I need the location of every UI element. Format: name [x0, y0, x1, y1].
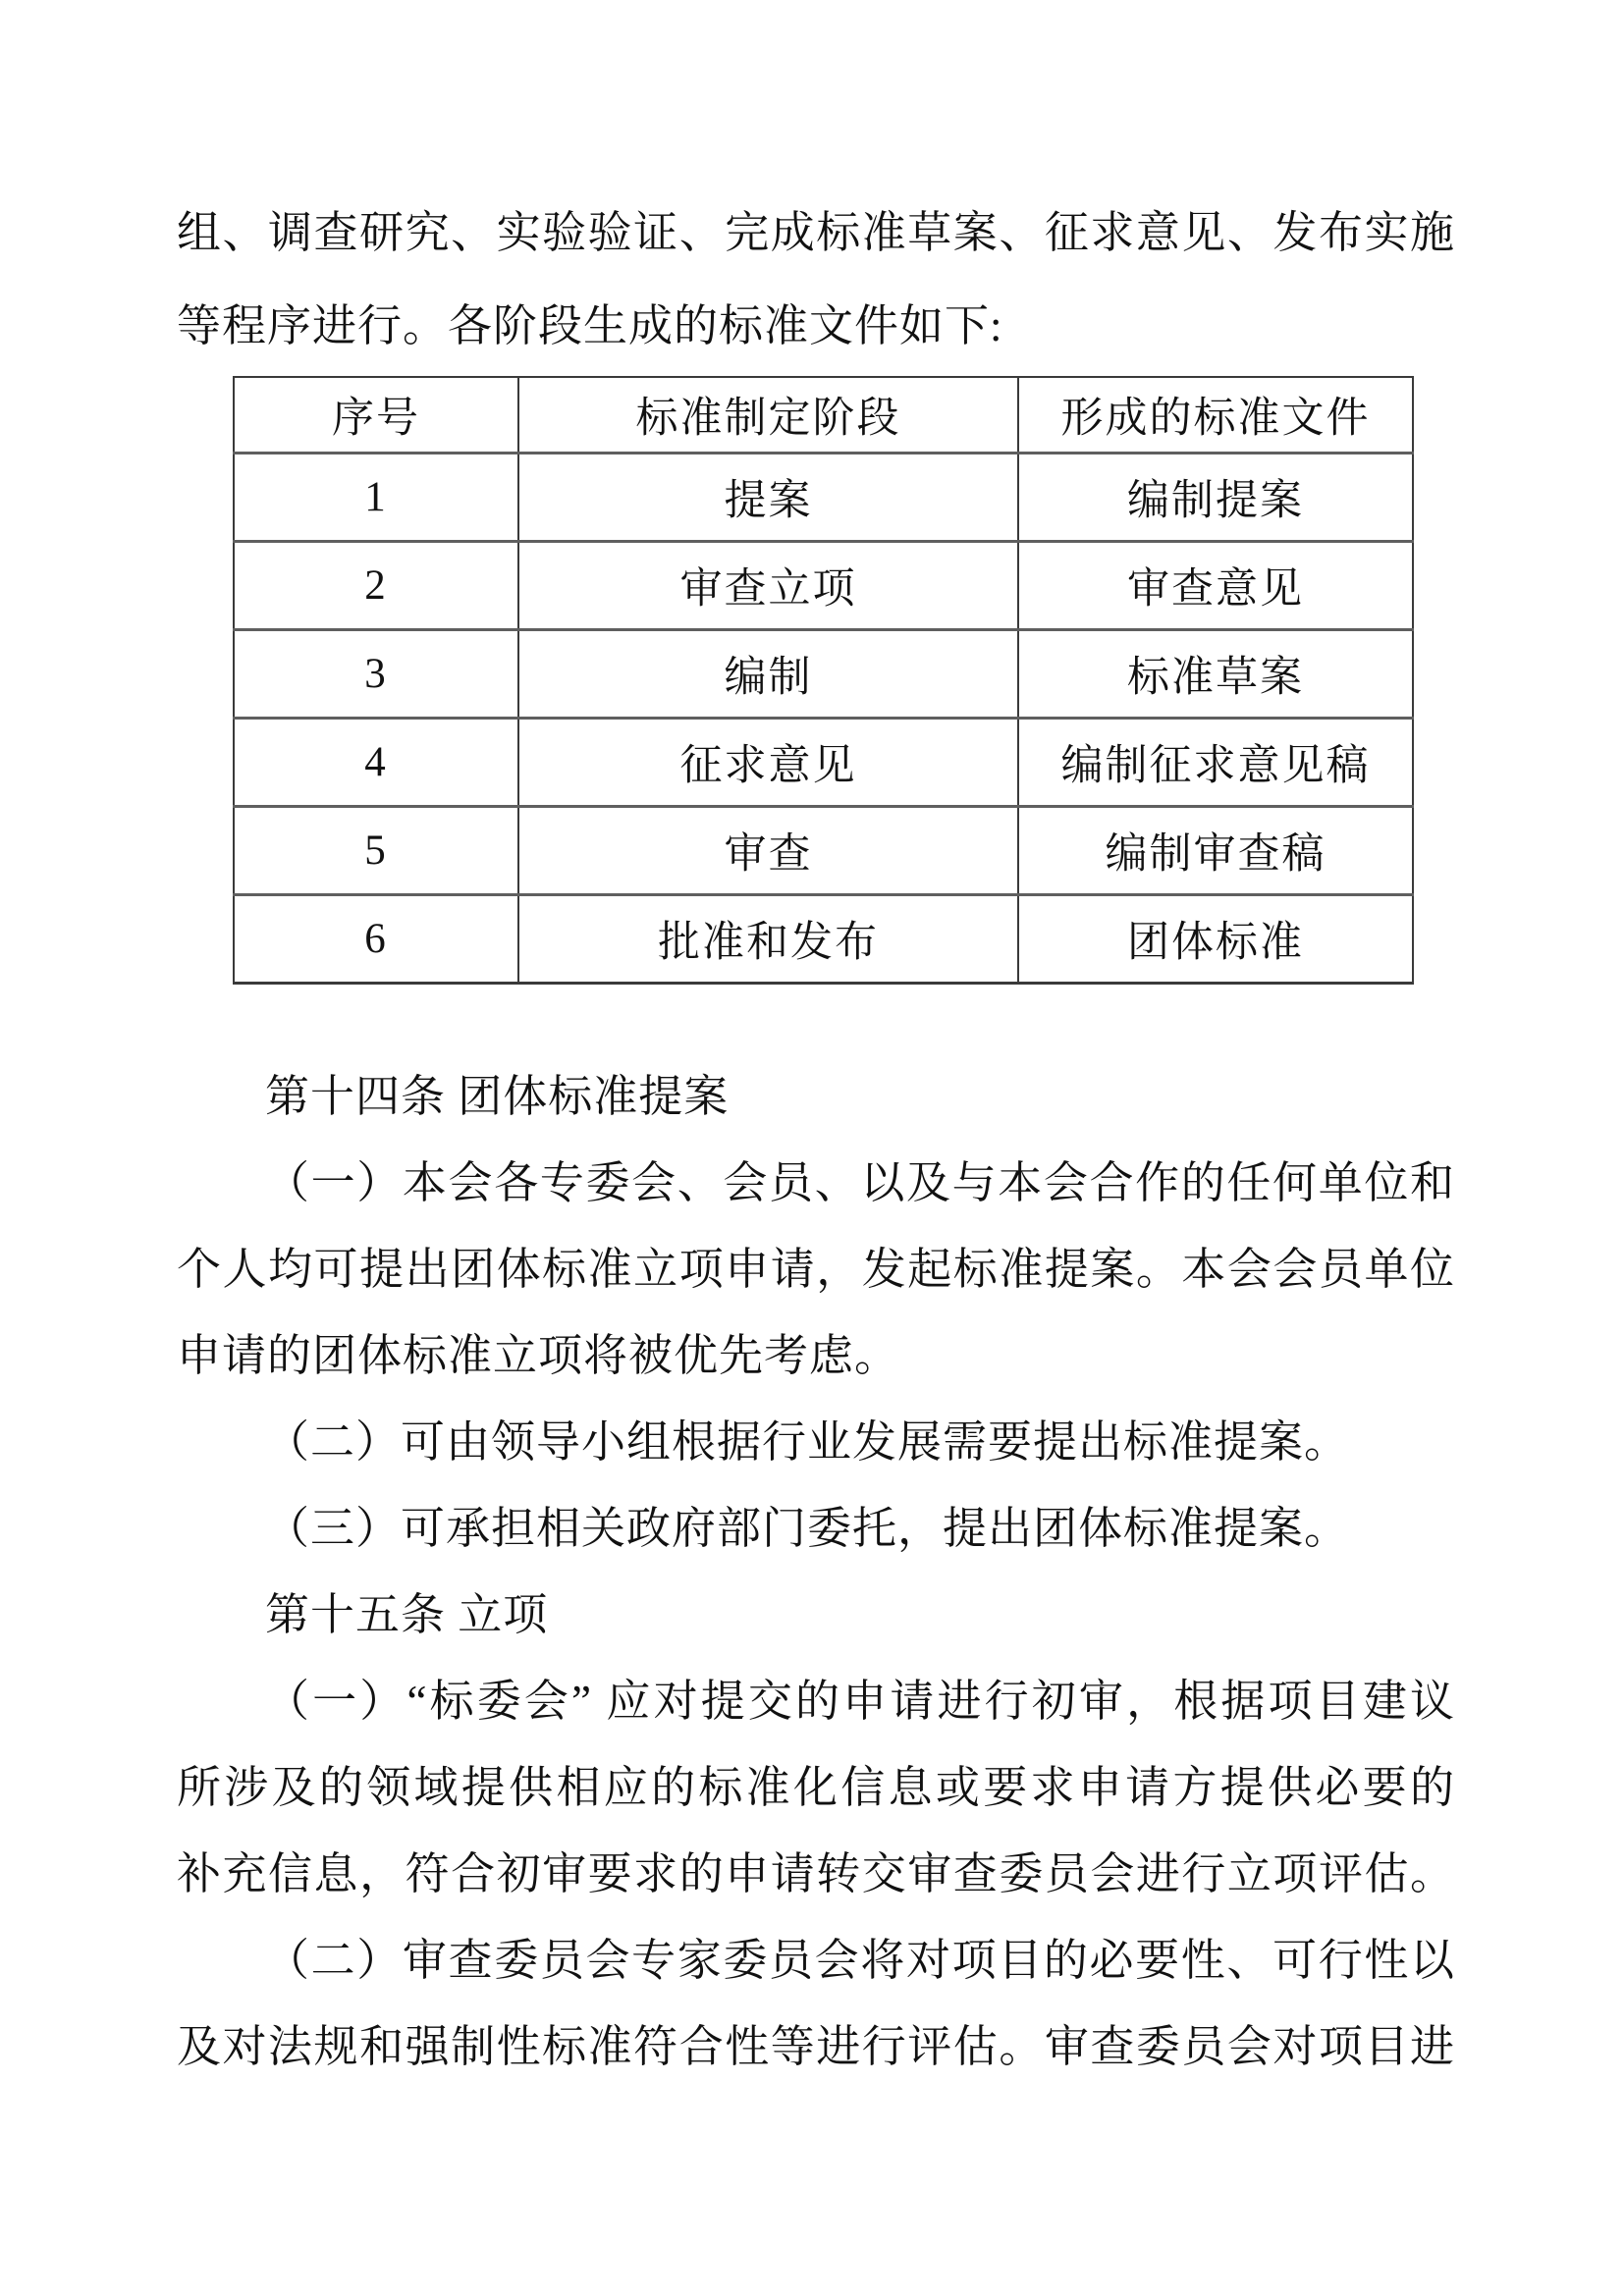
paragraph-text-line: （二）审查委员会专家委员会将对项目的必要性、可行性以 — [265, 1935, 1455, 1985]
table-cell: 5 — [234, 806, 518, 894]
table-header-row — [234, 377, 1413, 453]
table-cell: 提案 — [518, 453, 1018, 541]
table-cell: 2 — [234, 541, 518, 629]
table-row — [234, 894, 1413, 983]
table-cell: 1 — [234, 453, 518, 541]
table-cell: 编制征求意见稿 — [1018, 718, 1413, 806]
table-header-cell: 序号 — [234, 377, 518, 453]
table-cell: 审查 — [518, 806, 1018, 894]
table-row — [234, 806, 1413, 894]
table-row — [234, 718, 1413, 806]
paragraph-text-line: 所涉及的领域提供相应的标准化信息或要求申请方提供必要的 — [177, 1762, 1455, 1812]
intro-text-line: 等程序进行。各阶段生成的标准文件如下: — [177, 301, 1003, 350]
table-cell: 标准草案 — [1018, 629, 1413, 718]
table-cell: 4 — [234, 718, 518, 806]
paragraph-text-line: 第十四条 团体标准提案 — [265, 1071, 730, 1121]
intro-text-line: 组、调查研究、实验验证、完成标准草案、征求意见、发布实施 — [177, 208, 1455, 257]
table-body — [234, 453, 1413, 983]
table-row — [234, 541, 1413, 629]
standard-stages-table — [233, 376, 1414, 985]
table-row-header — [234, 377, 1413, 453]
table-cell: 审查意见 — [1018, 541, 1413, 629]
body-paragraphs — [177, 1053, 1455, 2090]
table-cell: 团体标准 — [1018, 894, 1413, 983]
paragraph-text-line: 申请的团体标准立项将被优先考虑。 — [177, 1330, 900, 1380]
table-row — [234, 629, 1413, 718]
table-header-cell: 标准制定阶段 — [518, 377, 1018, 453]
paragraph-text-line: 及对法规和强制性标准符合性等进行评估。审查委员会对项目进 — [177, 2021, 1455, 2071]
table-cell: 6 — [234, 894, 518, 983]
table-header-cell: 形成的标准文件 — [1018, 377, 1413, 453]
paragraph-text-line: （二）可由领导小组根据行业发展需要提出标准提案。 — [265, 1416, 1350, 1467]
table-cell: 编制审查稿 — [1018, 806, 1413, 894]
paragraph-text-line: 补充信息，符合初审要求的申请转交审查委员会进行立项评估。 — [177, 1848, 1455, 1898]
intro-paragraph — [177, 187, 1455, 373]
paragraph-text-line: （一）本会各专委会、会员、以及与本会合作的任何单位和 — [265, 1157, 1455, 1207]
table-cell: 编制提案 — [1018, 453, 1413, 541]
table-cell: 审查立项 — [518, 541, 1018, 629]
paragraph-text-line: （一）“标委会” 应对提交的申请进行初审，根据项目建议 — [265, 1676, 1455, 1726]
paragraph-text-line: （三）可承担相关政府部门委托，提出团体标准提案。 — [265, 1503, 1350, 1553]
table-cell: 3 — [234, 629, 518, 718]
table-cell: 征求意见 — [518, 718, 1018, 806]
table-row — [234, 453, 1413, 541]
table-cell: 编制 — [518, 629, 1018, 718]
paragraph-text-line: 个人均可提出团体标准立项申请，发起标准提案。本会会员单位 — [177, 1244, 1455, 1294]
table-cell: 批准和发布 — [518, 894, 1018, 983]
paragraph-text-line: 第十五条 立项 — [265, 1589, 549, 1639]
